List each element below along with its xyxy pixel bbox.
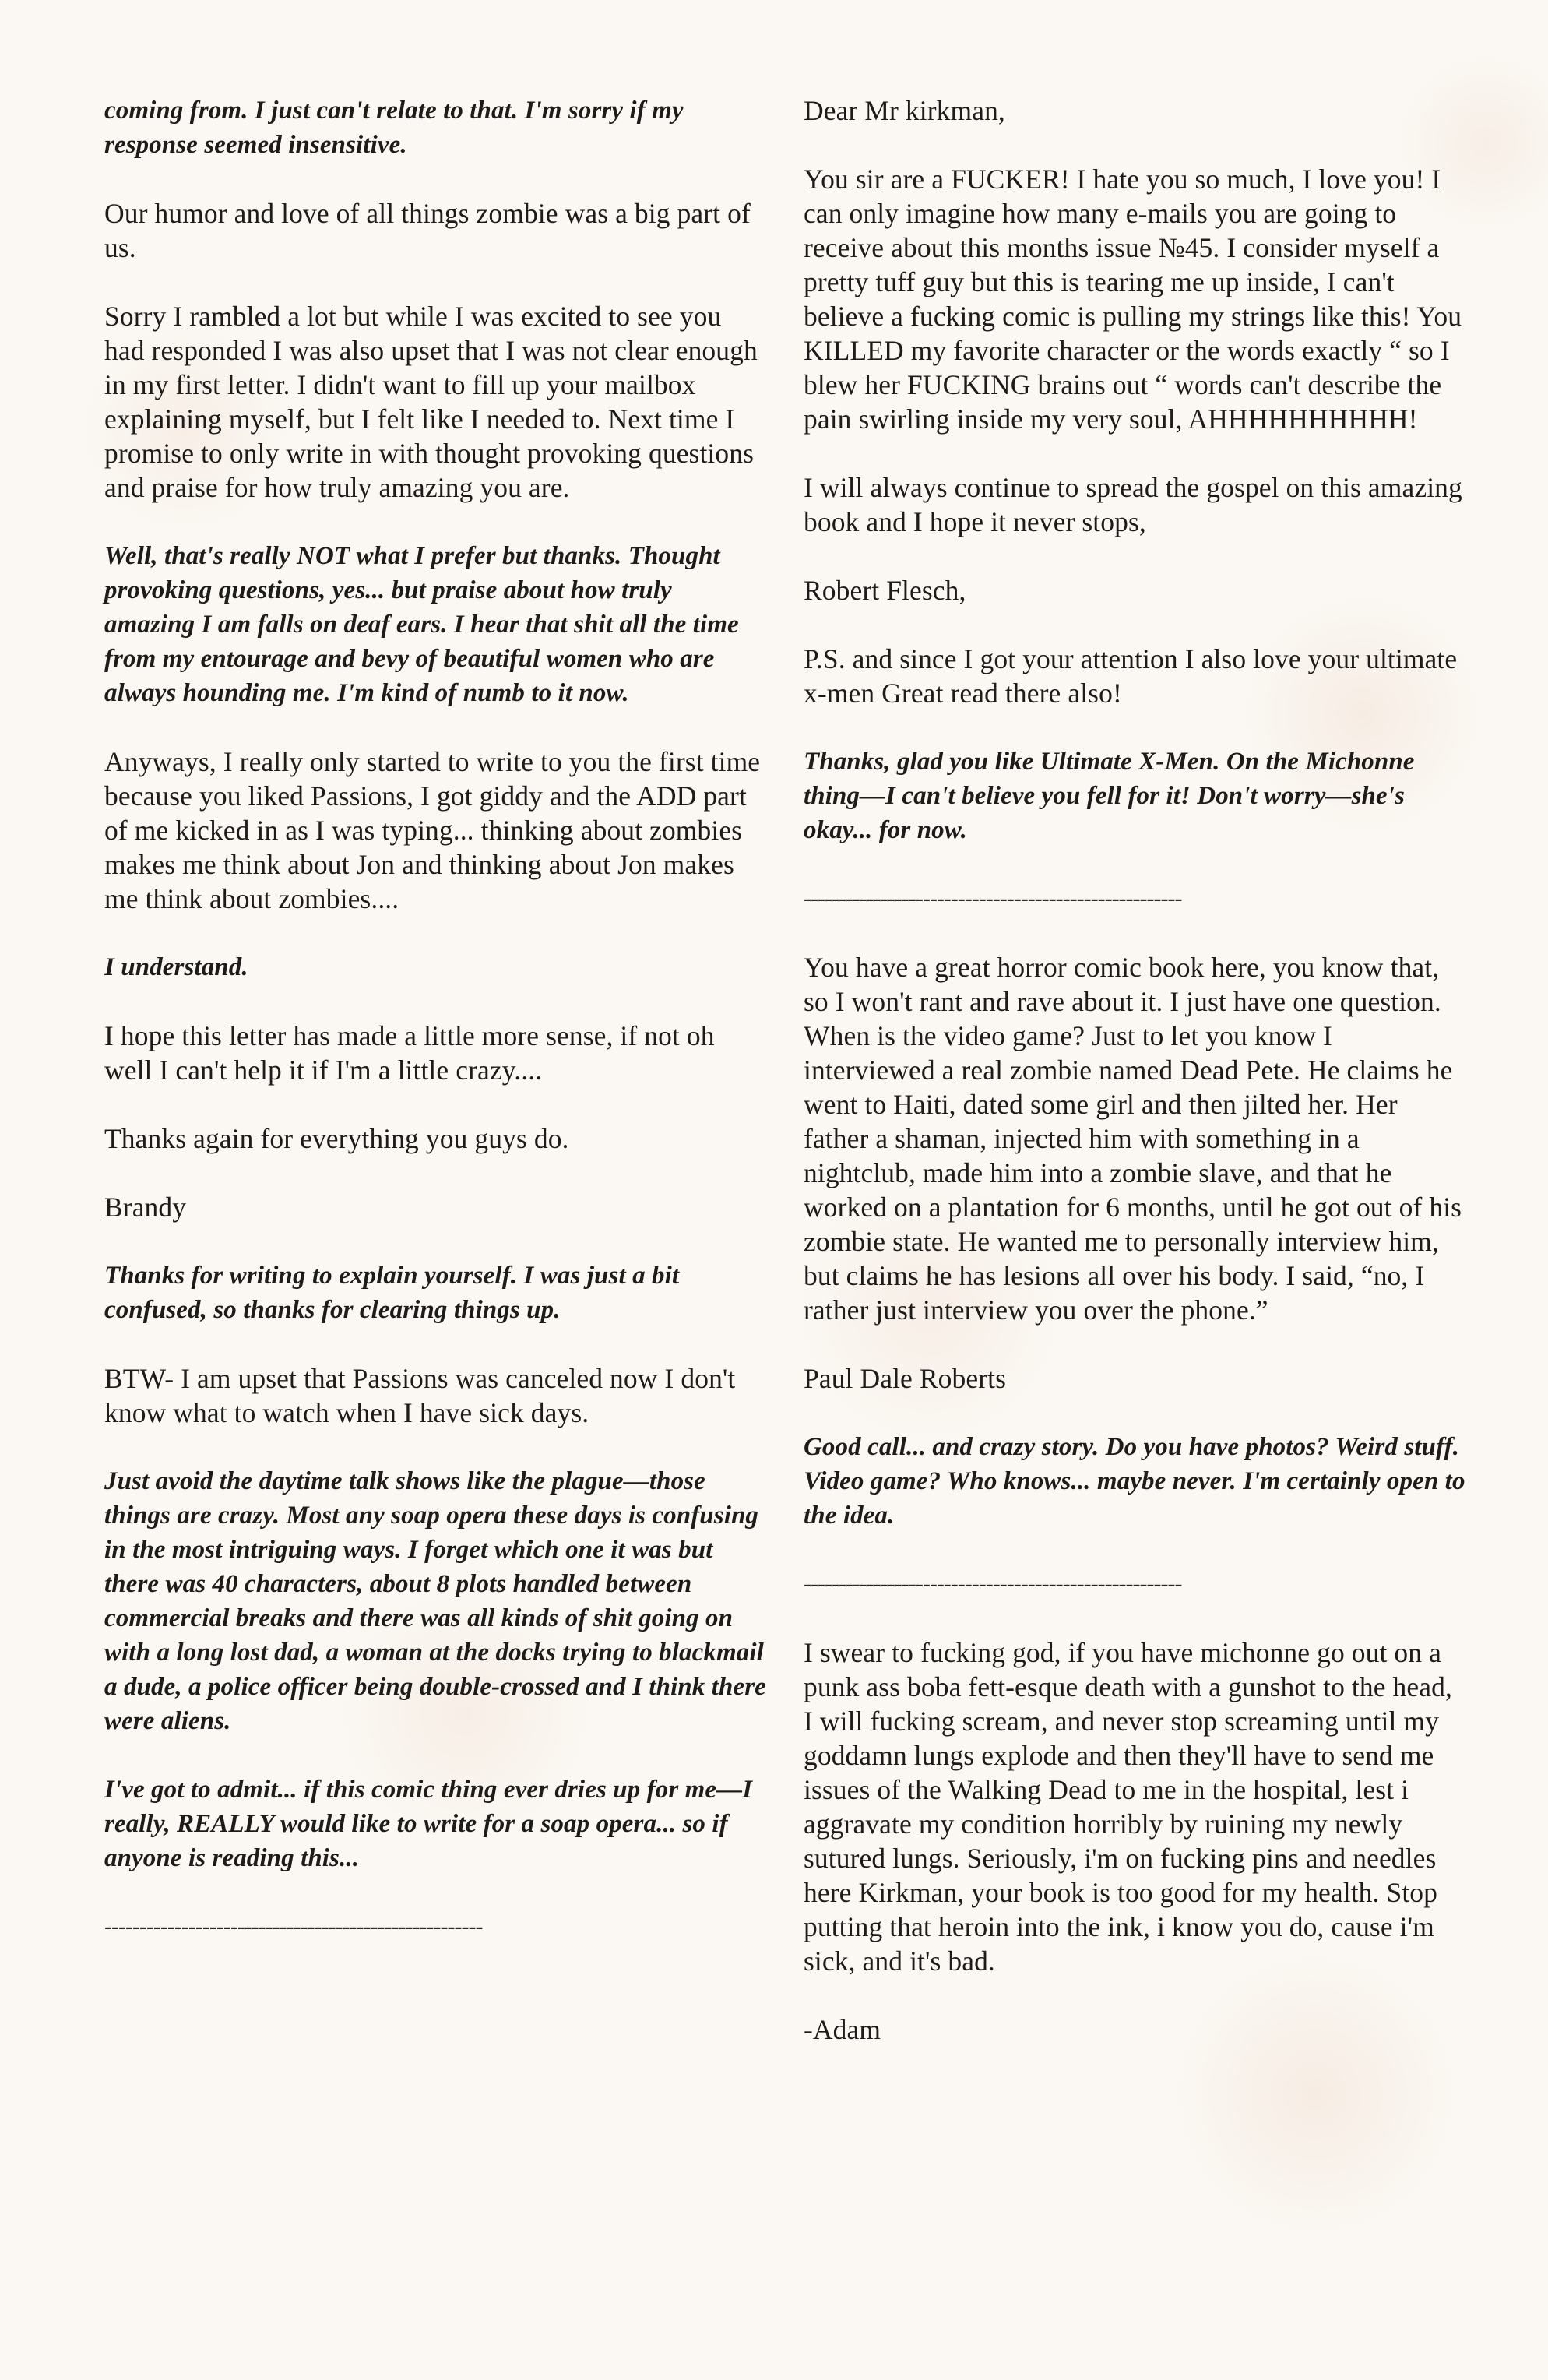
letter-greeting: Dear Mr kirkman, [804,95,1005,126]
letter-signature: -Adam [804,2014,881,2045]
letter-paragraph: I swear to fucking god, if you have michonne go out on a punk ass boba fett-esque death with a gunshot to the head, I will fucking scream, and never stop screaming until my goddamn lungs explode and then they'll have to send me issues of the Walking Dead to me in the hospital, lest i aggravate my condition horribly by ruining my newly sutured lungs. Seriously, i'm on fucking pins and needles here Kirkman, your book is too good for my health. Stop putting that heroin into the ink, i know you do, cause i'm sick, and it's bad. [804,1637,1452,1977]
editor-reply: Well, that's really NOT what I prefer but thanks. Thought provoking questions, yes... but praise about how truly amazing I am falls on deaf ears. I hear that shit all the time from my entourage and bevy of beautiful women who are always hounding me. I'm kind of numb to it now. [104,542,739,707]
letter-divider: ------------------------------------------------------ [804,885,1182,911]
letters-column-right [804,93,1465,2081]
editor-reply: Just avoid the daytime talk shows like the plague—those things are crazy. Most any soap opera these days is confusing in the most intriguing ways. I forget which one it was but there was 40 characters, about 8 plots handled between commercial breaks and there was all kinds of shit going on with a long lost dad, a woman at the docks trying to blackmail a dude, a police officer being double-crossed and I think there were aliens. [104,1467,766,1735]
letter-paragraph: I hope this letter has made a little more sense, if not oh well I can't help it if I'm a little crazy.... [104,1020,715,1086]
letter-divider: ------------------------------------------------------ [104,1914,483,1939]
letter-paragraph: P.S. and since I got your attention I also love your ultimate x-men Great read there also! [804,643,1458,709]
letters-column-left [104,93,766,1978]
letter-paragraph: You have a great horror comic book here, you know that, so I won't rant and rave about it. I just have one question. When is the video game? Just to let you know I interviewed a real zombie named Dead Pete. He claims he went to Haiti, dated some girl and then jilted her. Her father a shaman, injected him with something in a nightclub, made him into a zombie slave, and that he worked on a plantation for 6 months, until he got out of his zombie state. He wanted me to personally interview him, but claims he has lesions all over his body. I said, “no, I rather just interview you over the phone.” [804,952,1462,1326]
letter-paragraph: I will always continue to spread the gospel on this amazing book and I hope it never stops, [804,472,1462,537]
letter-paragraph: You sir are a FUCKER! I hate you so much, I love you! I can only imagine how many e-mails you are going to receive about this months issue №45. I consider myself a pretty tuff guy but this is tearing me up inside, I can't believe a fucking comic is pulling my strings like this! You KILLED my favorite character or the words exactly “ so I blew her FUCKING brains out “ words can't describe the pain swirling inside my very soul, AHHHHHHHHHH! [804,164,1462,435]
letter-paragraph: Our humor and love of all things zombie was a big part of us. [104,198,751,263]
letter-paragraph: Sorry I rambled a lot but while I was excited to see you had responded I was also upset that I was not clear enough in my first letter. I didn't want to fill up your mailbox explaining myself, but I felt like I needed to. Next time I promise to only write in with thought provoking questions and praise for how truly amazing you are. [104,301,758,503]
letter-signature: Robert Flesch, [804,575,966,606]
letter-signature: Paul Dale Roberts [804,1363,1007,1394]
editor-reply: I've got to admit... if this comic thing ever dries up for me—I really, REALLY would like to write for a soap opera... so if anyone is reading this... [104,1776,753,1872]
editor-reply: Good call... and crazy story. Do you have photos? Weird stuff. Video game? Who knows... maybe never. I'm certainly open to the idea. [804,1433,1465,1530]
letter-paragraph: Thanks again for everything you guys do. [104,1123,569,1154]
letter-divider: ------------------------------------------------------ [804,1571,1182,1597]
editor-reply: Thanks, glad you like Ultimate X-Men. On the Michonne thing—I can't believe you fell for it! Don't worry—she's okay... for now. [804,748,1415,844]
letter-signature: Brandy [104,1192,187,1223]
letter-paragraph: Anyways, I really only started to write to you the first time because you liked Passions, I got giddy and the ADD part of me kicked in as I was typing... thinking about zombies makes me think about Jon and thinking about Jon makes me think about zombies.... [104,746,761,914]
editor-reply: Thanks for writing to explain yourself. I was just a bit confused, so thanks for clearing things up. [104,1262,680,1324]
editor-reply: coming from. I just can't relate to that. I'm sorry if my response seemed insensitive. [104,97,684,159]
letter-paragraph: BTW- I am upset that Passions was canceled now I don't know what to watch when I have sick days. [104,1363,736,1428]
editor-reply: I understand. [104,953,248,981]
